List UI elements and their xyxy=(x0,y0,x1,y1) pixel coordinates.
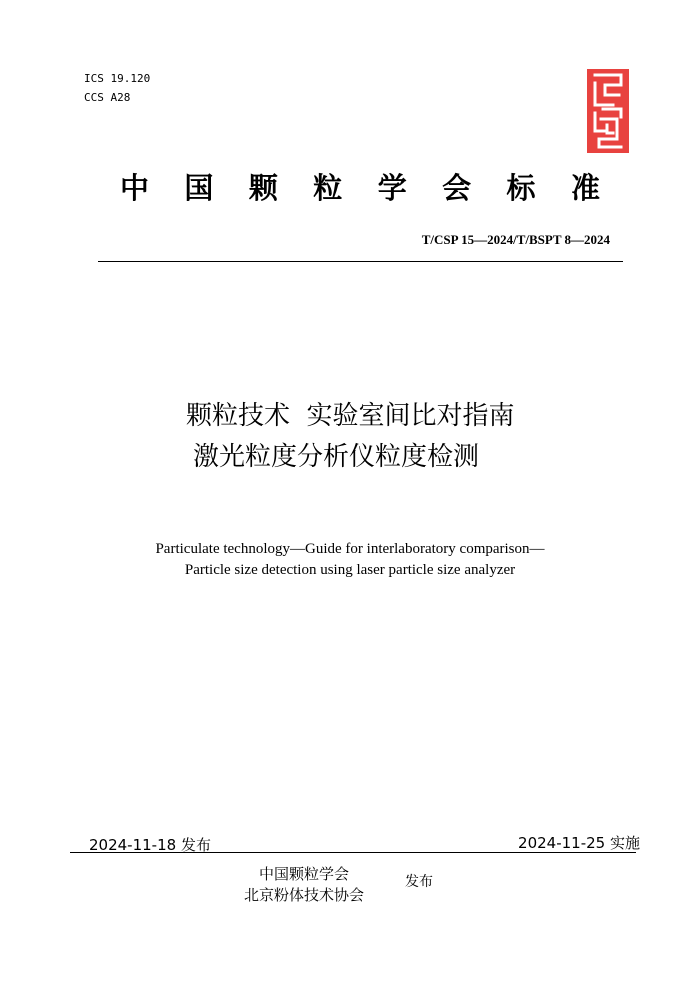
standard-title-char: 中 xyxy=(120,173,150,205)
standard-title-char: 颗 xyxy=(248,173,278,205)
standard-title-char: 国 xyxy=(184,173,214,205)
chinese-title-line-2: 激光粒度分析仪粒度检测 xyxy=(193,442,480,472)
english-title-line-2: Particle size detection using laser particle size analyzer xyxy=(184,562,516,578)
english-title xyxy=(100,539,600,581)
chinese-title-line-1: 颗粒技术 实验室间比对指南 xyxy=(186,401,515,431)
header-divider xyxy=(98,261,623,262)
ccs-code: CCS A28 xyxy=(84,91,131,104)
standard-title-char: 粒 xyxy=(313,173,343,205)
publish-label: 发布 xyxy=(405,874,433,890)
publisher-org-2: 北京粉体技术协会 xyxy=(244,886,365,904)
implementation-date: 2024-11-25 实施 xyxy=(518,834,640,852)
publisher-block xyxy=(244,864,364,906)
standard-title-char: 会 xyxy=(442,173,472,205)
issue-date: 2024-11-18 发布 xyxy=(89,836,211,854)
english-title-line-1: Particulate technology—Guide for interlaboratory comparison— xyxy=(155,541,545,557)
standard-title xyxy=(120,171,600,207)
standard-title-char: 准 xyxy=(570,173,600,205)
standard-title-char: 标 xyxy=(506,173,536,205)
ics-code: ICS 19.120 xyxy=(84,72,151,85)
footer-divider xyxy=(70,852,636,853)
standard-title-char: 学 xyxy=(377,173,407,205)
standard-number: T/CSP 15—2024/T/BSPT 8—2024 xyxy=(421,232,610,247)
csp-logo-icon xyxy=(587,69,629,153)
publisher-org-1: 中国颗粒学会 xyxy=(259,865,350,883)
